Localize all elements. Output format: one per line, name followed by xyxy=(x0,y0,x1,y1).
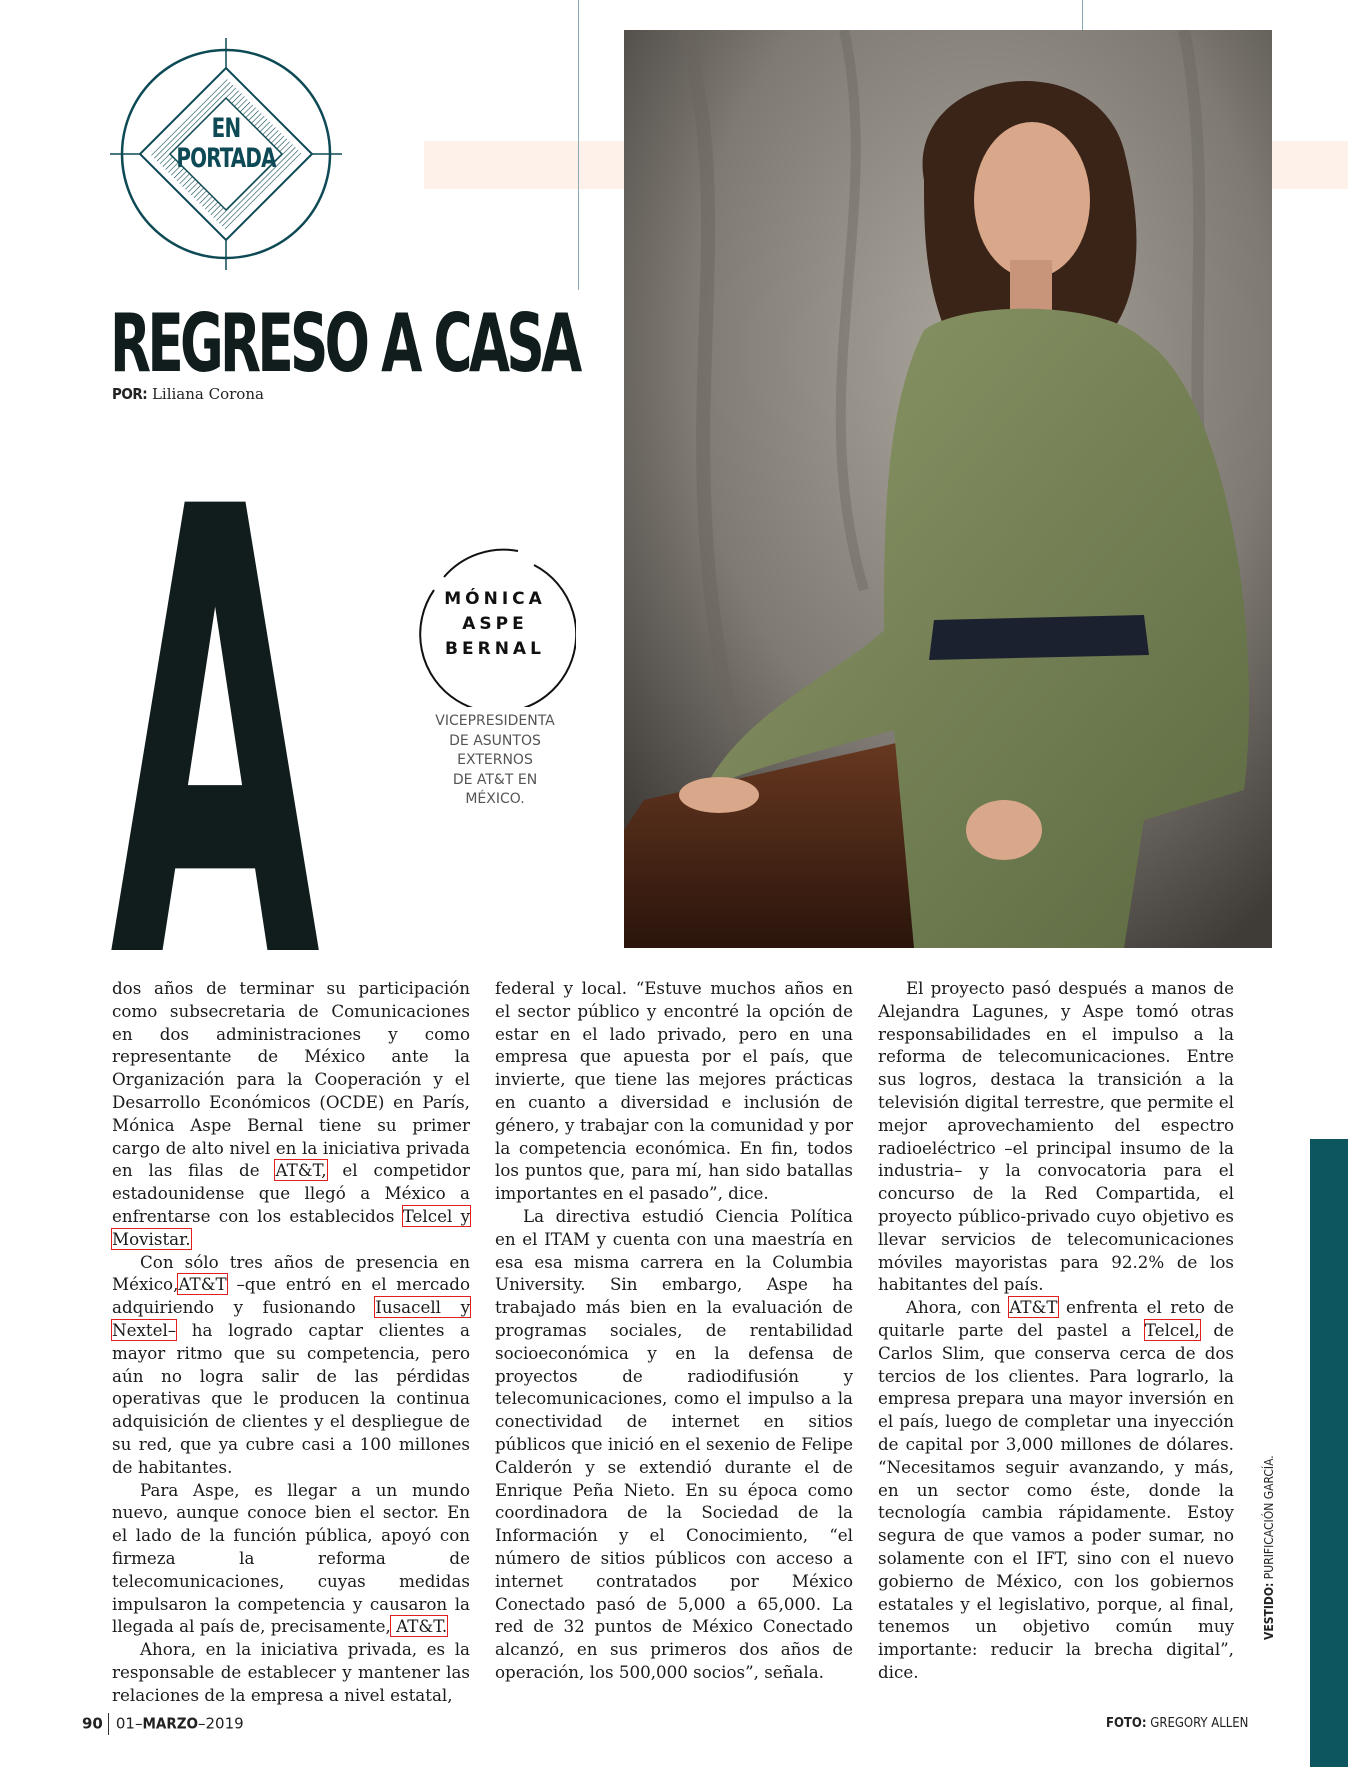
side-accent-bar xyxy=(1310,1139,1348,1767)
wardrobe-credit: VESTIDO: PURIFICACIÓN GARCÍA. xyxy=(1262,1455,1276,1640)
portrait-photo xyxy=(624,30,1272,948)
paragraph: El proyecto pasó después a manos de Alejandra Lagunes, y Aspe tomó otras responsabilidades en el impulso a la reforma de telecomunicaciones. Entre sus logros, destaca la transición a la televisión digital terrestre, que permite el mejor aprovechamiento del espectro radioeléctrico –el principal insumo de la industria– y la convocatoria para el concurso de la Red Compartida, el proyecto público-privado cuyo objetivo es llevar servicios de telecomunicaciones móviles mayoristas para 92.2% de los habitantes del país. xyxy=(878,978,1234,1295)
paragraph: Para Aspe, es llegar a un mundo nuevo, aunque conoce bien el sector. En el lado de la función pública, apoyó con firmeza la reforma de telecomunicaciones, cuyas medidas impulsaron la competencia y causaron la llegada al país de, precisamente, AT&T. xyxy=(112,1479,470,1637)
paragraph: Con sólo tres años de presencia en México,AT&T –que entró en el mercado adquiriendo y fusionando Iusacell y Nextel– ha logrado captar clientes a mayor ritmo que su competencia, pero aún no logra salir de las pérdidas operativas que le producen la continua adquisición de clientes y el despliegue de su red, que ya cubre casi a 100 millones de habitantes. xyxy=(112,1251,470,1477)
paragraph: Ahora, con AT&T enfrenta el reto de quitarle parte del pastel a Telcel, de Carlos Slim, que conserva cerca de dos tercios de los clientes. Para lograrlo, la empresa prepara una mayor inversión en el país, luego de completar una inyección de capital por 3,000 millones de dólares. “Necesitamos seguir avanzando, y más, en un sector como éste, donde la tecnología cambia rápidamente. Estoy segura de que vamos a poder sumar, no solamente con el IFT, sino con el nuevo gobierno de México, con los gobiernos estatales y el legislativo, porque, al final, tenemos un objetivo común muy importante: reducir la brecha digital”, dice. xyxy=(878,1297,1234,1682)
highlighted-term: AT&T, xyxy=(275,1160,327,1181)
issue-day: 01– xyxy=(115,1714,143,1733)
highlighted-term: Telcel y Movistar. xyxy=(112,1205,470,1249)
text-column-2 xyxy=(495,977,853,1684)
issue-month: MARZO xyxy=(142,1714,198,1733)
drop-cap-letter: A xyxy=(110,470,320,950)
paragraph: Ahora, en la iniciativa privada, es la responsable de establecer y mantener las relaciones de la empresa a nivel estatal, xyxy=(112,1639,470,1705)
profile-role: VICEPRESIDENTA DE ASUNTOS EXTERNOS DE AT&T EN MÉXICO. xyxy=(435,713,555,807)
page-folio xyxy=(82,1713,244,1735)
text-column-3 xyxy=(878,977,1234,1684)
highlighted-term: Telcel, xyxy=(1144,1319,1200,1340)
divider-line xyxy=(578,0,579,290)
badge-label: EN PORTADA xyxy=(176,113,276,174)
highlighted-term: AT&T xyxy=(1009,1297,1058,1318)
highlighted-term: AT&T. xyxy=(390,1616,448,1637)
paragraph: dos años de terminar su participación como subsecretaria de Comunicaciones en dos administraciones y como representante de México ante la Organización para la Cooperación y el Desarrollo Económicos (OCDE) en París, Mónica Aspe Bernal tiene su primer cargo de alto nivel en la iniciativa privada en las filas de AT&T, el competidor estadounidense que llegó a México a enfrentarse con los establecidos Telcel y Movistar. xyxy=(112,978,470,1249)
drop-cap xyxy=(110,470,320,950)
article-title: REGRESO A CASA xyxy=(110,297,579,390)
paragraph: La directiva estudió Ciencia Política en el ITAM y cuenta con una maestría en esa esa misma carrera en la Columbia University. Sin embargo, Aspe ha trabajado más bien en la evaluación de programas sociales, de rentabilidad socioeconómica y en la defensa de proyectos de radiodifusión y telecomunicaciones, como el impulso a la conectividad de internet en sitios públicos que inició en el sexenio de Felipe Calderón y se extendió durante el de Enrique Peña Nieto. En su época como coordinadora de la Sociedad de la Información y el Conocimiento, “el número de sitios públicos con acceso a internet contratados por México Conectado pasó de 5,000 a 65,000. La red de 32 puntos de México Conectado alcanzó, en sus primeros dos años de operación, los 500,000 socios”, señala. xyxy=(495,1205,853,1682)
page-number: 90 xyxy=(82,1714,103,1733)
byline xyxy=(112,385,264,403)
profile-name: MÓNICA ASPE BERNAL xyxy=(444,589,546,659)
photo-credit: FOTO: GREGORY ALLEN xyxy=(1106,1716,1249,1731)
highlighted-term: AT&T xyxy=(178,1274,227,1295)
highlighted-term: Iusacell y Nextel– xyxy=(112,1297,470,1340)
divider-line xyxy=(1082,0,1083,30)
issue-year: –2019 xyxy=(198,1714,244,1733)
byline-label: POR: xyxy=(112,385,148,403)
section-badge xyxy=(110,38,342,270)
byline-author: Liliana Corona xyxy=(151,385,264,403)
text-column-1 xyxy=(112,977,470,1707)
folio-divider xyxy=(108,1713,109,1735)
paragraph: federal y local. “Estuve muchos años en el sector público y encontré la opción de estar en el lado privado, pero en una empresa que apuesta por el país, que invierte, que tiene las mejores prácticas en cuanto a diversidad e inclusión de género, y trabajar con la comunidad y por la competencia económica. En fin, todos los puntos que, para mí, han sido batallas importantes en el pasado”, dice. xyxy=(495,978,853,1204)
profile-ring xyxy=(414,545,576,707)
